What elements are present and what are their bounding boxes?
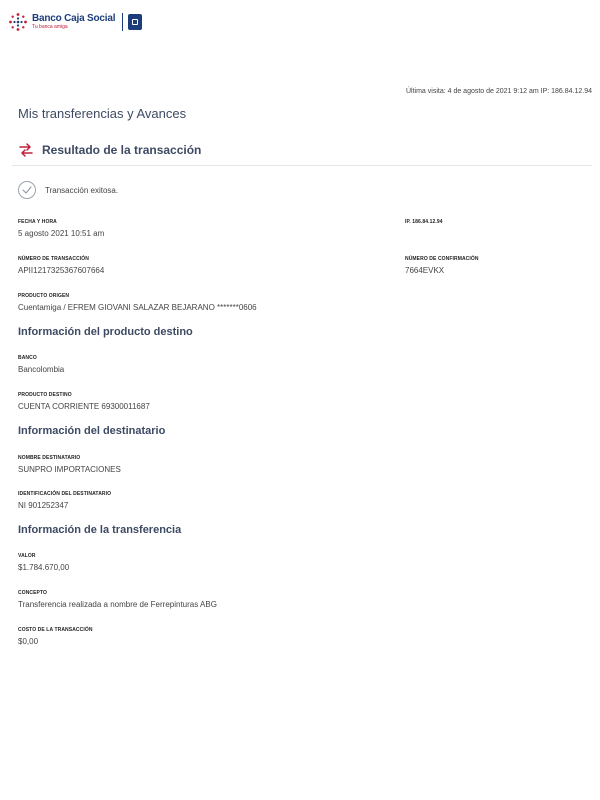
section-divider xyxy=(12,165,592,166)
bank-logo-icon xyxy=(8,12,28,32)
amount-value: $1.784.670,00 xyxy=(18,563,70,572)
brand-tagline: Tu banca amiga xyxy=(32,24,68,30)
brand-divider xyxy=(122,13,123,31)
brand-name: Banco Caja Social xyxy=(32,13,116,24)
origin-product-value: Cuentamiga / EFREM GIOVANI SALAZAR BEJARANO *******0606 xyxy=(18,303,257,312)
date-time-value: 5 agosto 2021 10:51 am xyxy=(18,229,105,238)
date-time-field xyxy=(18,219,104,238)
transaction-cost-value: $0,00 xyxy=(18,637,39,646)
destination-product-label: PRODUCTO DESTINO xyxy=(18,392,72,398)
ip-field xyxy=(405,219,443,225)
recipient-name-field xyxy=(18,455,121,474)
result-header xyxy=(18,143,201,157)
recipient-name-label: NOMBRE DESTINATARIO xyxy=(18,455,81,461)
amount-field xyxy=(18,553,69,572)
recipient-id-value: NI 901252347 xyxy=(18,501,69,510)
destination-product-field xyxy=(18,392,150,411)
transaction-status xyxy=(18,181,118,199)
recipient-id-field xyxy=(18,491,111,510)
recipient-id-label: IDENTIFICACIÓN DEL DESTINATARIO xyxy=(18,491,112,497)
concept-field xyxy=(18,590,217,609)
ip-label: IP. 186.84.12.94 xyxy=(405,219,443,225)
page-title: Mis transferencias y Avances xyxy=(18,106,187,121)
confirmation-number-value: 7664EVKX xyxy=(405,266,445,275)
concept-label: CONCEPTO xyxy=(18,590,48,596)
status-text: Transacción exitosa. xyxy=(45,185,119,195)
confirmation-number-label: NÚMERO DE CONFIRMACIÓN xyxy=(405,256,479,262)
origin-product-label: PRODUCTO ORIGEN xyxy=(18,293,70,299)
destination-product-value: CUENTA CORRIENTE 69300011687 xyxy=(18,402,150,411)
bank-value: Bancolombia xyxy=(18,365,65,374)
origin-product-field xyxy=(18,293,257,312)
last-visit-info: Última visita: 4 de agosto de 2021 9:12 am IP: 186.84.12.94 xyxy=(405,88,592,95)
brand-header xyxy=(8,10,142,34)
transaction-number-field xyxy=(18,256,104,275)
recipient-title: Información del destinatario xyxy=(18,425,166,437)
transaction-number-value: APII1217325367607664 xyxy=(18,266,105,275)
bank-field xyxy=(18,355,64,374)
brand-text xyxy=(32,14,115,30)
group-badge-icon xyxy=(128,14,142,30)
concept-value: Transferencia realizada a nombre de Ferrepinturas ABG xyxy=(18,600,217,609)
transaction-cost-field xyxy=(18,627,93,646)
transaction-cost-label: COSTO DE LA TRANSACCIÓN xyxy=(18,627,93,633)
destination-product-title: Información del producto destino xyxy=(18,326,193,338)
recipient-name-value: SUNPRO IMPORTACIONES xyxy=(18,465,121,474)
bank-label: BANCO xyxy=(18,355,37,361)
date-time-label: FECHA Y HORA xyxy=(18,219,57,225)
confirmation-number-field xyxy=(405,256,479,275)
transfer-arrows-icon xyxy=(18,143,34,157)
result-title: Resultado de la transacción xyxy=(42,143,202,157)
check-circle-icon xyxy=(18,181,36,199)
transaction-number-label: NÚMERO DE TRANSACCIÓN xyxy=(18,256,89,262)
transfer-info-title: Información de la transferencia xyxy=(18,524,182,536)
amount-label: VALOR xyxy=(18,553,36,559)
